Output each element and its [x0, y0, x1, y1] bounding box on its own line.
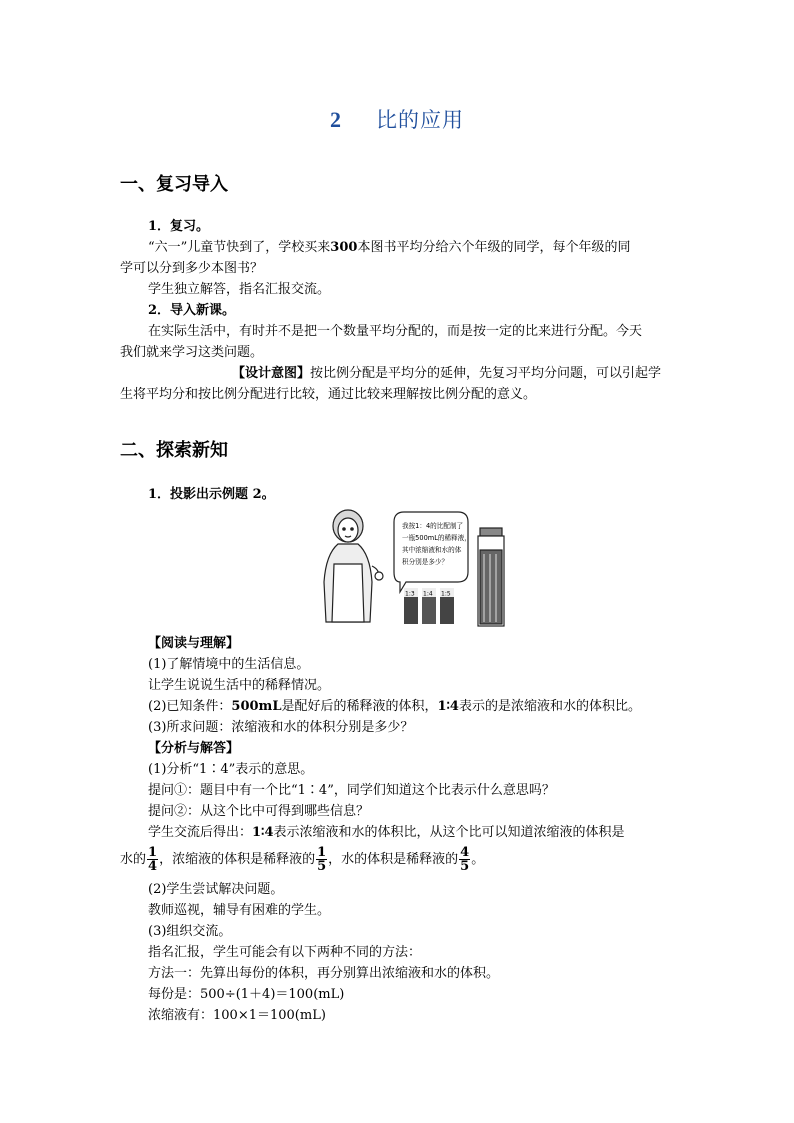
lesson-number: 2: [330, 107, 342, 132]
paragraph: 让学生说说生活中的稀释情况。: [148, 678, 331, 693]
paragraph: 在实际生活中，有时并不是把一个数量平均分配的，而是按一定的比来进行分配。今天: [148, 324, 643, 339]
item-introduce: 2．导入新课。: [148, 303, 236, 318]
fraction: $\frac{1}{5}$: [317, 845, 327, 874]
paragraph: 学可以分到多少本图书？: [120, 261, 264, 276]
paragraph: “六一”儿童节快到了，学校买来300本图书平均分给六个年级的同学，每个年级的同: [148, 240, 631, 255]
paragraph: 学生独立解答，指名汇报交流。: [148, 282, 331, 297]
bubble-line: 积分别是多少？: [402, 558, 449, 566]
paragraph: (2)已知条件：500mL是配好后的稀释液的体积，1∶4表示的是浓缩液和水的体积比。: [148, 699, 641, 714]
paragraph: 我们就来学习这类问题。: [120, 345, 264, 360]
page-title: [0, 104, 794, 134]
fraction: $\frac{1}{4}$: [148, 845, 158, 874]
question-1: 提问①：题目中有一个比“1∶4”，同学们知道这个比表示什么意思吗？: [148, 783, 555, 798]
ratio-label: 1:5: [441, 590, 451, 598]
calculation: 浓缩液有：100×1＝100(mL): [148, 1008, 326, 1023]
paragraph: 生将平均分和按比例分配进行比较，通过比较来理解按比例分配的意义。: [120, 387, 537, 402]
speech-bubble: [394, 512, 471, 592]
ratio-bottles: [404, 588, 454, 624]
paragraph: 指名汇报，学生可能会有以下两种不同的方法：: [148, 945, 422, 960]
read-understand-heading: 【阅读与理解】: [148, 636, 240, 651]
section-heading-review: 一、复习导入: [120, 174, 228, 195]
fraction: $\frac{4}{5}$: [460, 845, 470, 874]
paragraph: (3)所求问题：浓缩液和水的体积分别是多少？: [148, 720, 414, 735]
paragraph: (3)组织交流。: [148, 924, 232, 939]
paragraph: 学生交流后得出：1∶4表示浓缩液和水的体积比，从这个比可以知道浓缩液的体积是: [148, 825, 625, 840]
lesson-title: 比的应用: [376, 108, 464, 132]
method-one: 方法一：先算出每份的体积，再分别算出浓缩液和水的体积。: [148, 966, 500, 981]
ratio-label: 1:4: [423, 590, 433, 598]
bubble-line: 我按1：4的比配制了: [402, 522, 464, 530]
paragraph: 教师巡视，辅导有困难的学生。: [148, 903, 331, 918]
design-intent: 【设计意图】按比例分配是平均分的延伸，先复习平均分问题，可以引起学: [232, 366, 662, 381]
dilution-bottle: [478, 528, 504, 626]
bubble-line: 一瓶500mL的稀释液，: [402, 534, 471, 542]
fraction-paragraph: 水的 $\frac{1}{4}$ ，浓缩液的体积是稀释液的 $\frac{1}{5}$ ，水的体积是稀释液的 $\frac{4}{5}$ 。: [120, 845, 485, 874]
calculation: 每份是：500÷(1＋4)＝100(mL): [148, 987, 345, 1002]
question-2: 提问②：从这个比中可得到哪些信息？: [148, 804, 370, 819]
item-example: 1．投影出示例题 2。: [148, 487, 275, 502]
paragraph: (1)了解情境中的生活信息。: [148, 657, 310, 672]
paragraph: (1)分析“1∶4”表示的意思。: [148, 762, 314, 777]
item-review: 1．复习。: [148, 219, 210, 234]
ratio-label: 1:3: [405, 590, 415, 598]
teacher-figure: [324, 510, 383, 622]
example-illustration: [316, 504, 512, 628]
bubble-line: 其中浓缩液和水的体: [402, 546, 462, 554]
paragraph: (2)学生尝试解决问题。: [148, 882, 284, 897]
analyze-solve-heading: 【分析与解答】: [148, 741, 240, 756]
section-heading-explore: 二、探索新知: [120, 440, 228, 461]
